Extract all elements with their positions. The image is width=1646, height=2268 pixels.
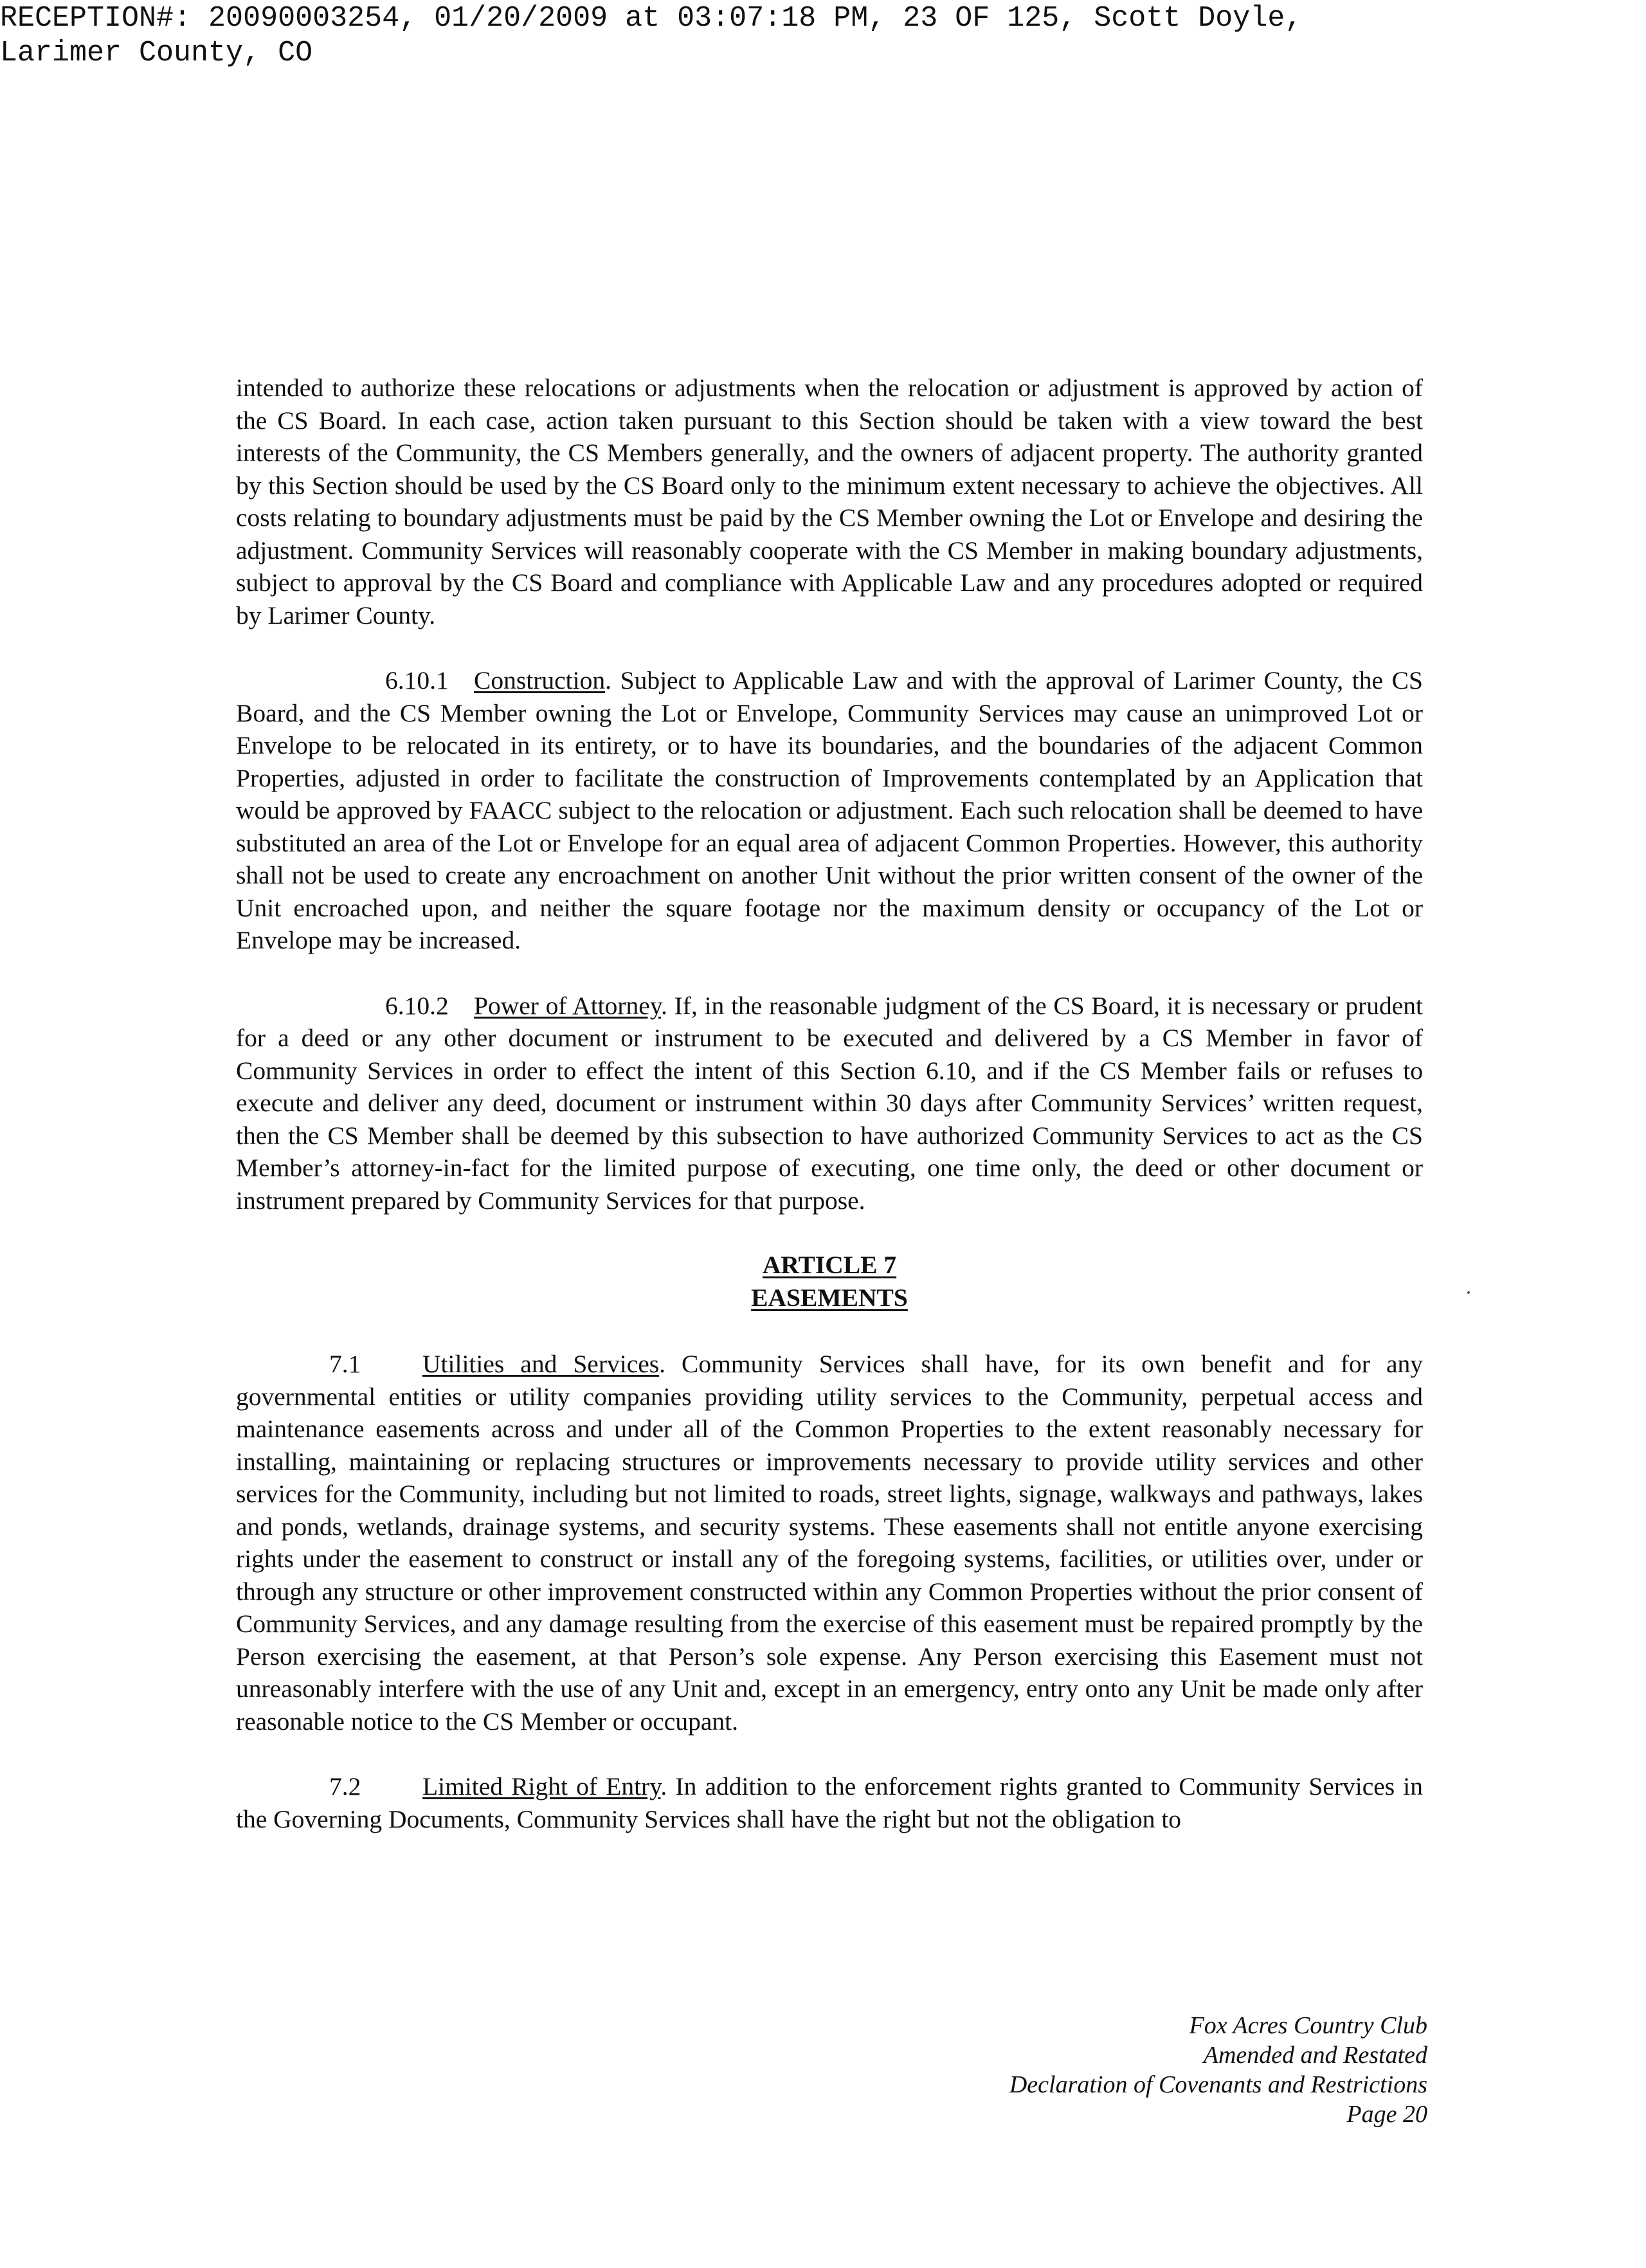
section-6-10-2 (236, 990, 1423, 1217)
recording-stamp-line-1: RECEPTION#: 20090003254, 01/20/2009 at 03:07:18 PM, 23 OF 125, Scott Doyle, (0, 2, 1303, 35)
scan-speck (1467, 1291, 1470, 1294)
page-footer (1009, 2011, 1427, 2129)
section-7-2 (236, 1770, 1423, 1835)
document-body (236, 372, 1423, 1835)
section-number: 6.10.1 (385, 666, 449, 694)
footer-line-3: Declaration of Covenants and Restrictions (1009, 2071, 1427, 2098)
section-number: 7.1 (329, 1350, 361, 1378)
article-number: ARTICLE 7 (762, 1251, 897, 1279)
recording-stamp (0, 1, 1302, 71)
article-title: EASEMENTS (751, 1284, 908, 1312)
intro-paragraph: intended to authorize these relocations or adjustments when the relocation or adjustment is approved by action of the CS Board. In each case, action taken pursuant to this Section should be taken with a view toward the best interests of the Community, the CS Members generally, and the owners of adjacent property. The authority granted by this Section should be used by the CS Board only to the minimum extent necessary to achieve the objectives. All costs relating to boundary adjustments must be paid by the CS Member owning the Lot or Envelope and desiring the adjustment. Community Services will reasonably cooperate with the CS Member in making boundary adjustments, subject to approval by the CS Board and compliance with Applicable Law and any procedures adopted or required by Larimer County. (236, 374, 1423, 630)
section-text: . Subject to Applicable Law and with the approval of Larimer County, the CS Board, and the CS Member owning the Lot or Envelope, Community Services may cause an unimproved Lot or Envelope to be relocated in its entirety, or to have its boundaries, and the boundaries of the adjacent Common Properties, adjusted in order to facilitate the construction of Improvements contemplated by an Application that would be approved by FAACC subject to the relocation or adjustment. Each such relocation shall be deemed to have substituted an area of the Lot or Envelope for an equal area of adjacent Common Properties. However, this authority shall not be used to create any encroachment on another Unit without the prior written consent of the owner of the Unit encroached upon, and neither the square footage nor the maximum density or occupancy of the Lot or Envelope may be increased. (236, 666, 1423, 954)
section-number: 6.10.2 (385, 991, 449, 1020)
section-title: Construction (474, 666, 606, 694)
section-text: . If, in the reasonable judgment of the CS Board, it is necessary or prudent for a deed or any other document or instrument to be executed and delivered by a CS Member in favor of Community Services in order to effect the intent of this Section 6.10, and if the CS Member fails or refuses to execute and deliver any deed, document or instrument within 30 days after Community Services’ written request, then the CS Member shall be deemed by this subsection to have authorized Community Services to act as the CS Member’s attorney-in-fact for the limited purpose of executing, one time only, the deed or other document or instrument prepared by Community Services for that purpose. (236, 991, 1423, 1215)
footer-line-2: Amended and Restated (1203, 2042, 1427, 2069)
section-title: Power of Attorney (474, 991, 662, 1020)
section-7-1 (236, 1348, 1423, 1737)
section-text: . Community Services shall have, for its own benefit and for any governmental entities or utility companies providing utility services to the Community, perpetual access and maintenance easements across and under all of the Common Properties to the extent reasonably necessary for installing, maintaining or replacing structures or improvements necessary to provide utility services and other services for the Community, including but not limited to roads, street lights, signage, walkways and pathways, lakes and ponds, wetlands, drainage systems, and security systems. These easements shall not entitle anyone exercising rights under the easement to construct or install any of the foregoing systems, facilities, or utilities over, under or through any structure or other improvement constructed within any Common Properties without the prior consent of Community Services, and any damage resulting from the exercise of this easement must be repaired promptly by the Person exercising the easement, at that Person’s sole expense. Any Person exercising this Easement must not unreasonably interfere with the use of any Unit and, except in an emergency, entry onto any Unit be made only after reasonable notice to the CS Member or occupant. (236, 1350, 1423, 1736)
article-heading (236, 1249, 1423, 1314)
page-number: Page 20 (1346, 2101, 1427, 2128)
section-6-10-1 (236, 664, 1423, 957)
section-number: 7.2 (329, 1772, 361, 1801)
section-title: Utilities and Services (422, 1350, 660, 1378)
footer-line-1: Fox Acres Country Club (1189, 2012, 1427, 2039)
section-title: Limited Right of Entry (422, 1772, 661, 1801)
recording-stamp-line-2: Larimer County, CO (0, 37, 313, 69)
section-text: . In addition to the enforcement rights granted to Community Services in the Governing Documents, Community Services shall have the right but not the obligation to (236, 1772, 1423, 1833)
